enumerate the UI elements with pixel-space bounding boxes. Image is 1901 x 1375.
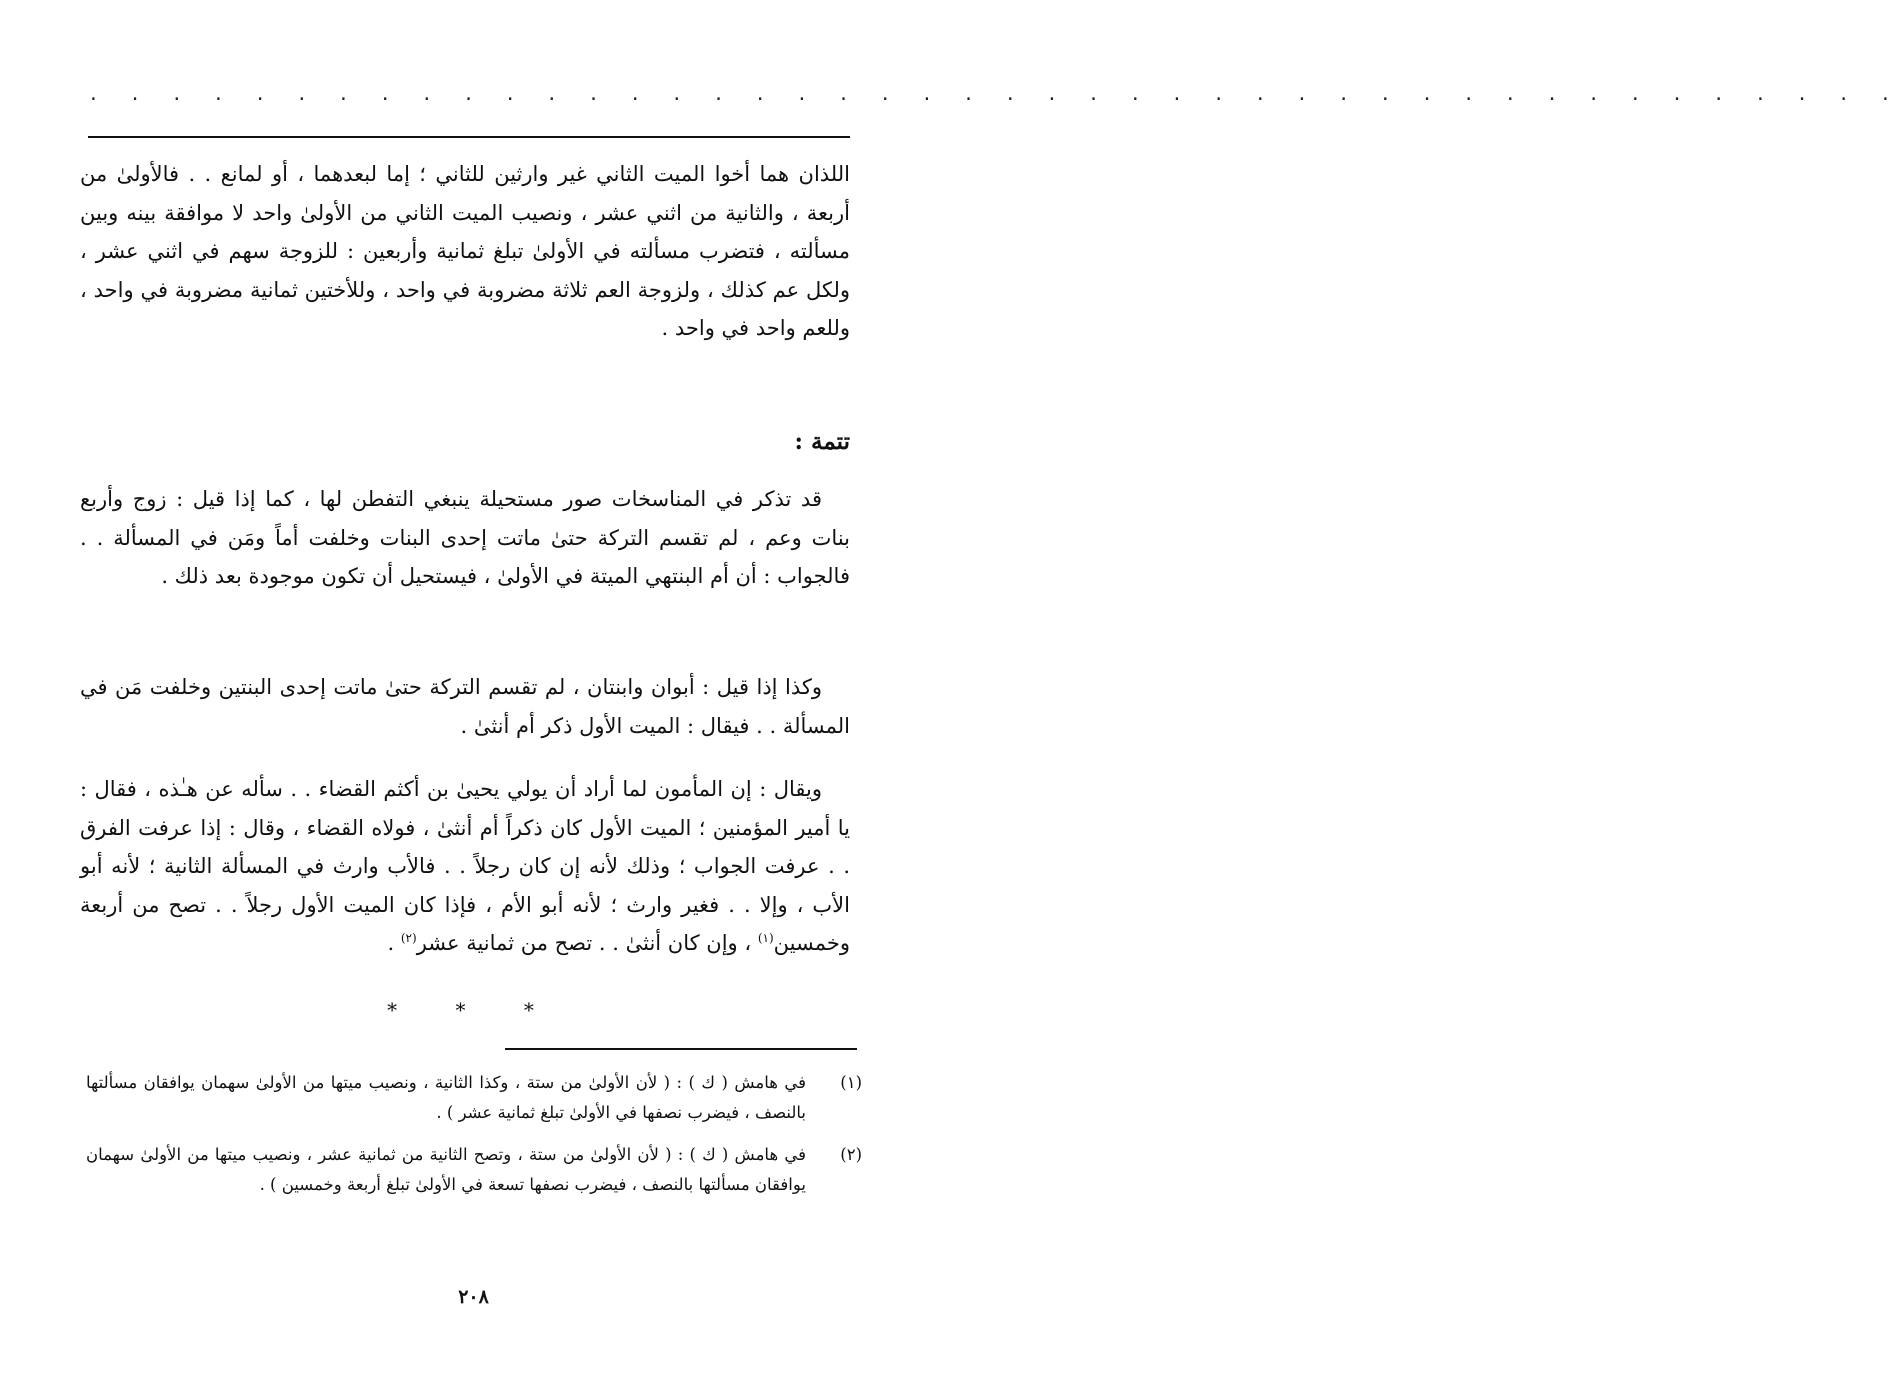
page-number: ٢٠٨ (458, 1286, 489, 1308)
footnote-1 (86, 1068, 862, 1128)
paragraph-impossible-cases: قد تذكر في المناسخات صور مستحيلة ينبغي التفطن لها ، كما إذا قيل : زوج وأربع بنات وعم ، لم تقسم التركة حتىٰ ماتت إحدى البنات وخلفت أماً ومَن في المسألة . . فالجواب : أن أم البنتهي الميتة في الأولىٰ ، فيستحيل أن تكون موجودة بعد ذلك . (80, 487, 850, 588)
paragraph-parents-daughters: وكذا إذا قيل : أبوان وابنتان ، لم تقسم التركة حتىٰ ماتت إحدى البنتين وخلفت مَن في المسألة . . فيقال : الميت الأول ذكر أم أنثىٰ . (80, 675, 850, 738)
header-dots: . . . . . . . . . . . . . . . . . . . . . . . . . . . . . . . . . . . . . . . . . . . . (88, 84, 1901, 105)
footnote-number: (٢) (840, 1145, 862, 1164)
paragraph-mamun-story (80, 770, 850, 963)
paragraph-mamun-text-3: . (387, 931, 395, 955)
footnote-ref-2[interactable]: (٢) (400, 931, 417, 945)
paragraph-continuation: اللذان هما أخوا الميت الثاني غير وارثين للثاني ؛ إما لبعدهما ، أو لمانع . . فالأولىٰ من أربعة ، والثانية من اثني عشر ، ونصيب الميت الثاني من الأولىٰ واحد لا موافقة بينه وبين مسألته ، فتضرب مسألته في الأولىٰ تبلغ ثمانية وأربعين : للزوجة سهم في اثني عشر ، ولكل عم كذلك ، ولزوجة العم ثلاثة مضروبة في واحد ، وللأختين ثمانية مضروبة في واحد ، وللعم واحد في واحد . (80, 162, 850, 340)
footnote-2 (86, 1140, 862, 1200)
paragraph-mamun-text-1: ويقال : إن المأمون لما أراد أن يولي يحيىٰ بن أكثم القضاء . . سأله عن هـٰذه ، فقال : يا أمير المؤمنين ؛ الميت الأول كان ذكراً أم أنثىٰ ، فولاه القضاء ، وقال : إذا عرفت الفرق . . عرفت الجواب ؛ وذلك لأنه إن كان رجلاً . . فالأب وارث في المسألة الثانية ؛ لأنه أبو الأب ، وإلا . . فغير وارث ؛ لأنه أبو الأم ، فإذا كان الميت الأول رجلاً . . تصح من أربعة وخمسين (80, 777, 850, 955)
header-rule (88, 136, 850, 138)
footnote-ref-1[interactable]: (١) (757, 931, 774, 945)
footnote-text: في هامش ( ك ) : ( لأن الأولىٰ من ستة ، وكذا الثانية ، ونصيب ميتها من الأولىٰ سهمان يوافقان مسألتها بالنصف ، فيضرب نصفها في الأولىٰ تبلغ ثمانية عشر ) . (86, 1073, 806, 1122)
paragraph-mamun-text-2: ، وإن كان أنثىٰ . . تصح من ثمانية عشر (416, 931, 752, 955)
footnote-rule (505, 1048, 857, 1050)
section-separator: * * * (387, 998, 560, 1022)
footnote-text: في هامش ( ك ) : ( لأن الأولىٰ من ستة ، وتصح الثانية من ثمانية عشر ، ونصيب ميتها من الأولىٰ سهمان يوافقان مسألتها بالنصف ، فيضرب نصفها تسعة في الأولىٰ تبلغ أربعة وخمسين ) . (86, 1145, 806, 1194)
footnote-number: (١) (840, 1073, 862, 1092)
section-heading: تتمة : (794, 428, 850, 455)
